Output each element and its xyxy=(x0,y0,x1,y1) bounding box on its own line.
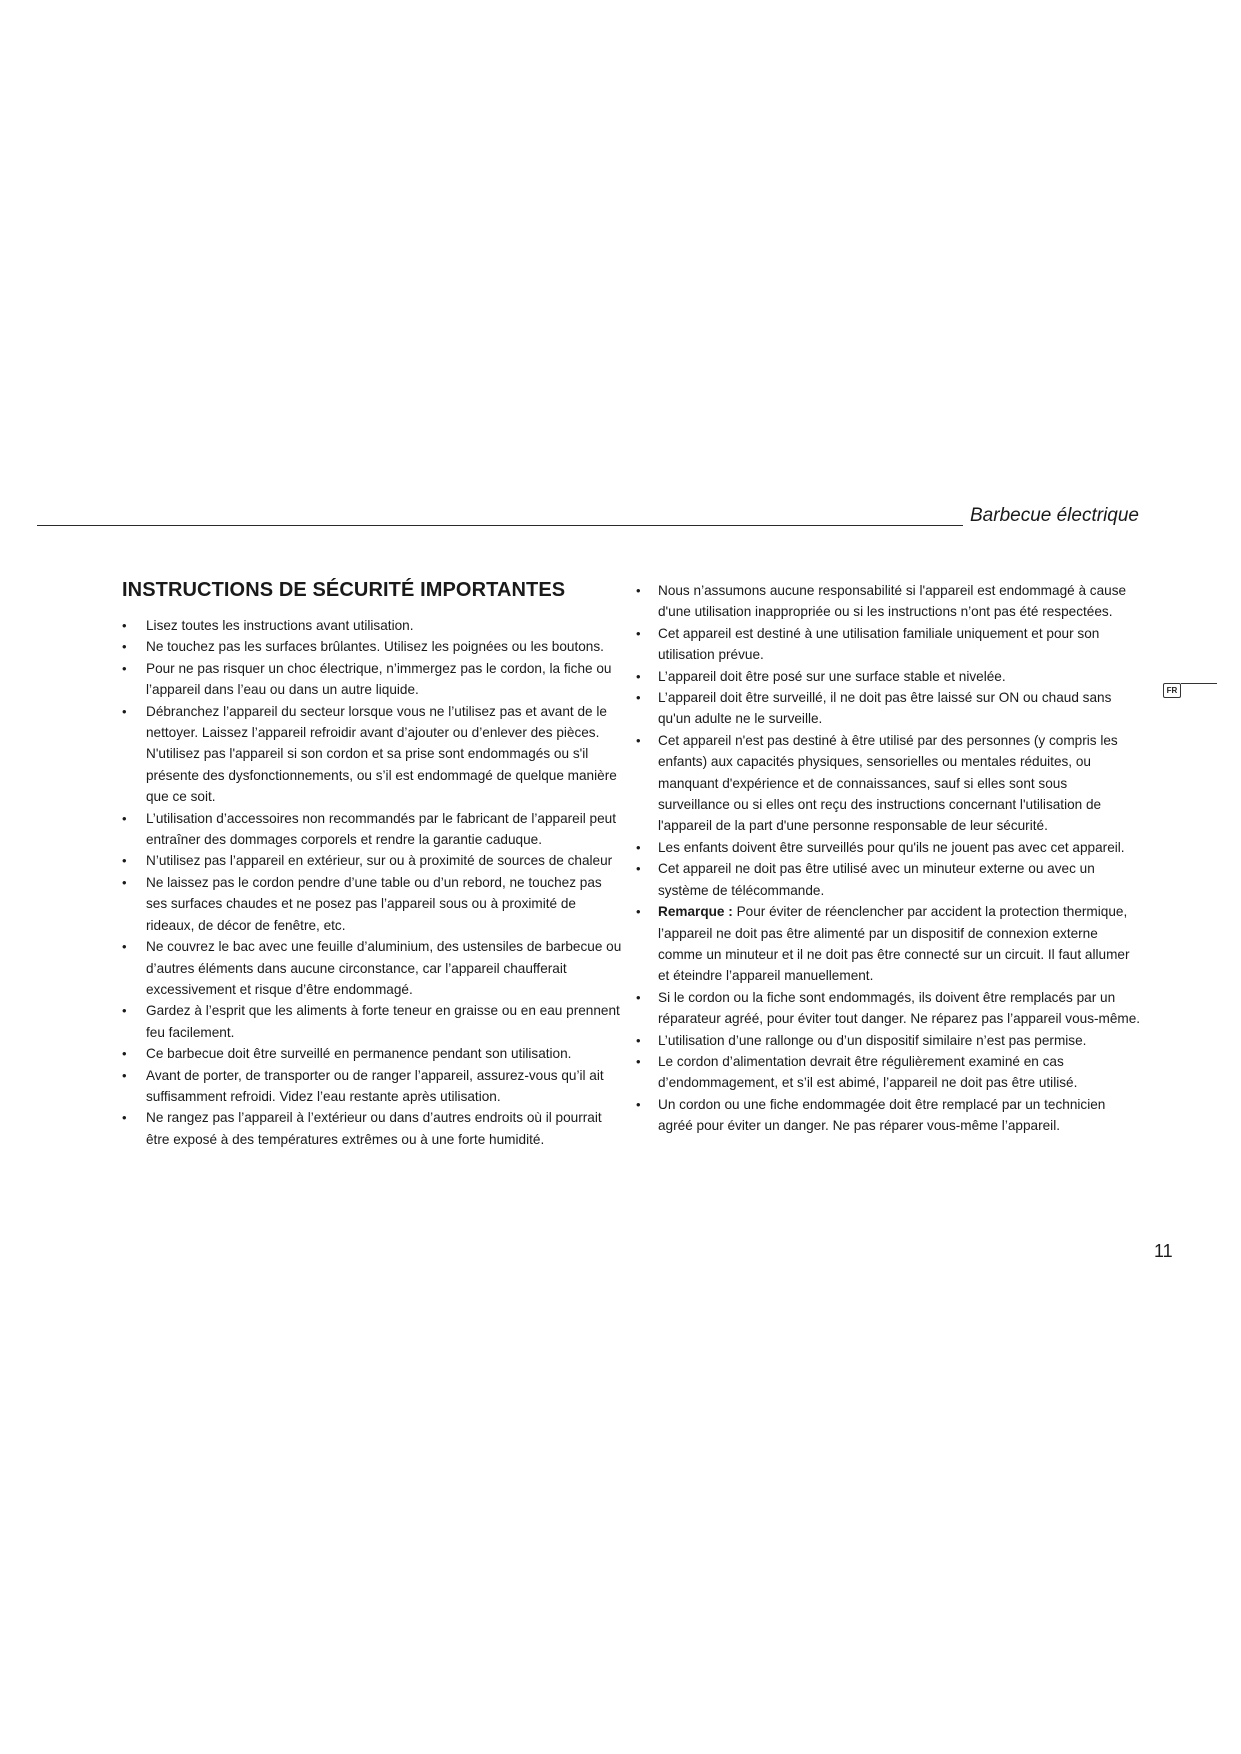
list-item xyxy=(636,1030,1141,1051)
list-item-text: Lisez toutes les instructions avant utilisation. xyxy=(146,618,414,633)
language-tab-rule xyxy=(1181,683,1217,684)
bullet-icon: • xyxy=(122,853,127,869)
list-item-text: Gardez à l’esprit que les aliments à forte teneur en graisse ou en eau prennent feu facilement. xyxy=(146,1003,620,1040)
list-item-text: Cet appareil ne doit pas être utilisé avec un minuteur externe ou avec un système de télécommande. xyxy=(658,861,1095,898)
safety-list-left xyxy=(122,615,622,1150)
list-item-text: Pour ne pas risquer un choc électrique, n’immergez pas le cordon, la fiche ou l’appareil dans l’eau ou dans un autre liquide. xyxy=(146,660,612,698)
list-item-text: Ce barbecue doit être surveillé en permanence pendant son utilisation. xyxy=(146,1046,572,1062)
list-item xyxy=(122,1065,622,1108)
list-item xyxy=(122,658,622,701)
list-item-text: Cet appareil est destiné à une utilisation familiale uniquement et pour son utilisation prévue. xyxy=(658,625,1100,663)
bullet-icon: • xyxy=(122,703,127,719)
bullet-icon: • xyxy=(636,1096,641,1112)
header-rule xyxy=(37,525,963,526)
note-text: Pour éviter de réenclencher par accident la protection thermique, l’appareil ne doit pas être alimenté par un dispositif de connexion externe comme un minuteur et il ne doit pas être connecté sur un circuit. Il faut allumer et éteindre l’appareil manuellement. xyxy=(658,904,1130,984)
section-title: INSTRUCTIONS DE SÉCURITÉ IMPORTANTES xyxy=(122,579,566,601)
bullet-icon: • xyxy=(636,668,641,684)
page-number: 11 xyxy=(1154,1241,1173,1261)
bullet-icon: • xyxy=(636,732,641,748)
list-item xyxy=(636,580,1141,623)
list-item-text: Un cordon ou une fiche endommagée doit être remplacé par un technicien agréé pour éviter un danger. Ne pas réparer vous-même l’appareil. xyxy=(658,1096,1106,1134)
list-item xyxy=(636,987,1141,1030)
list-item xyxy=(636,730,1141,837)
bullet-icon: • xyxy=(122,1046,127,1062)
bullet-icon: • xyxy=(122,660,127,676)
bullet-icon: • xyxy=(636,861,641,877)
list-item xyxy=(636,623,1141,666)
list-item xyxy=(122,936,622,1000)
bullet-icon: • xyxy=(636,583,641,598)
list-item-text: Si le cordon ou la fiche sont endommagés, ils doivent être remplacés par un réparateur agréé, pour éviter tout danger. Ne réparez pas l’appareil vous-même. xyxy=(658,989,1141,1027)
left-column xyxy=(122,572,622,1150)
list-item-text: Ne rangez pas l’appareil à l’extérieur ou dans d’autres endroits où il pourrait être exposé à des températures extrêmes ou à une forte humidité. xyxy=(146,1110,602,1147)
list-item xyxy=(636,1094,1141,1137)
list-item xyxy=(122,615,622,636)
bullet-icon: • xyxy=(636,1053,641,1069)
list-item-text: L’utilisation d’une rallonge ou d’un dispositif similaire n’est pas permise. xyxy=(658,1032,1087,1048)
list-item-text: Débranchez l’appareil du secteur lorsque vous ne l’utilisez pas et avant de le nettoyer. Laissez l’appareil refroidir avant d’ajouter ou d’enlever des pièces. N'utilisez pas l'appareil si son cordon et sa prise sont endommagés ou s'il présente des dysfonctionnements, ou s’il est endommagé de quelque manière que ce soit. xyxy=(146,703,617,805)
bullet-icon: • xyxy=(122,1067,127,1083)
language-tab xyxy=(1163,680,1219,702)
list-item-text: Ne touchez pas les surfaces brûlantes. Utilisez les poignées ou les boutons. xyxy=(146,639,604,655)
bullet-icon: • xyxy=(122,939,127,955)
list-item-text: L’appareil doit être posé sur une surface stable et nivelée. xyxy=(658,668,1006,684)
list-item-text: Ne couvrez le bac avec une feuille d’aluminium, des ustensiles de barbecue ou d’autres éléments dans aucune circonstance, car l’appareil chaufferait excessivement et risque d’être endommagé. xyxy=(146,939,622,997)
list-item xyxy=(122,850,622,871)
bullet-icon: • xyxy=(122,618,127,633)
list-item-text: L’utilisation d’accessoires non recommandés par le fabricant de l’appareil peut entraîner des dommages corporels et rendre la garantie caduque. xyxy=(146,810,617,848)
bullet-icon: • xyxy=(122,639,127,655)
list-item-text: Nous n’assumons aucune responsabilité si l'appareil est endommagé à cause d'une utilisation inappropriée ou si les instructions n’ont pas été respectées. xyxy=(658,583,1127,620)
list-item xyxy=(636,687,1141,730)
list-item xyxy=(122,636,622,657)
list-item xyxy=(122,1043,622,1064)
page-header-title: Barbecue électrique xyxy=(970,505,1139,526)
list-item xyxy=(636,837,1141,858)
bullet-icon: • xyxy=(636,1032,641,1048)
list-item xyxy=(122,872,622,936)
bullet-icon: • xyxy=(636,989,641,1005)
note-item xyxy=(636,901,1141,987)
list-item-text: Cet appareil n'est pas destiné à être utilisé par des personnes (y compris les enfants) aux capacités physiques, sensorielles ou mentales réduites, ou manquant d'expérience et de connaissances, sauf si elles sont sous surveillance ou si elles ont reçu des instructions concernant l'utilisation de l'appareil de la part d'une personne responsable de leur sécurité. xyxy=(658,732,1118,834)
bullet-icon: • xyxy=(122,810,127,826)
bullet-icon: • xyxy=(636,904,641,920)
list-item-text: Les enfants doivent être surveillés pour qu'ils ne jouent pas avec cet appareil. xyxy=(658,839,1125,855)
bullet-icon: • xyxy=(636,839,641,855)
bullet-icon: • xyxy=(122,1003,127,1019)
safety-list-right xyxy=(636,580,1141,1137)
list-item xyxy=(122,1107,622,1150)
note-label: Remarque : xyxy=(658,904,733,920)
list-item-text: Le cordon d’alimentation devrait être régulièrement examiné en cas d’endommagement, et s’il est abimé, l’appareil ne doit pas être utilisé. xyxy=(658,1053,1078,1091)
bullet-icon: • xyxy=(636,690,641,706)
list-item-text: N’utilisez pas l’appareil en extérieur, sur ou à proximité de sources de chaleur xyxy=(146,853,613,869)
bullet-icon: • xyxy=(122,874,127,890)
list-item xyxy=(636,666,1141,687)
bullet-icon: • xyxy=(122,1110,127,1126)
list-item-text: Ne laissez pas le cordon pendre d’une table ou d’un rebord, ne touchez pas ses surfaces chaudes et ne posez pas l’appareil sous ou à proximité de rideaux, de décor de fenêtre, etc. xyxy=(146,874,602,933)
list-item xyxy=(122,701,622,808)
list-item xyxy=(122,1000,622,1043)
list-item-text: L’appareil doit être surveillé, il ne doit pas être laissé sur ON ou chaud sans qu'un adulte ne le surveille. xyxy=(658,690,1112,727)
right-column xyxy=(636,580,1141,1137)
list-item xyxy=(122,808,622,851)
list-item xyxy=(636,1051,1141,1094)
bullet-icon: • xyxy=(636,625,641,641)
list-item xyxy=(636,858,1141,901)
language-tab-label: FR xyxy=(1163,683,1181,698)
list-item-text: Avant de porter, de transporter ou de ranger l’appareil, assurez-vous qu’il ait suffisamment refroidi. Videz l’eau restante après utilisation. xyxy=(146,1067,604,1104)
